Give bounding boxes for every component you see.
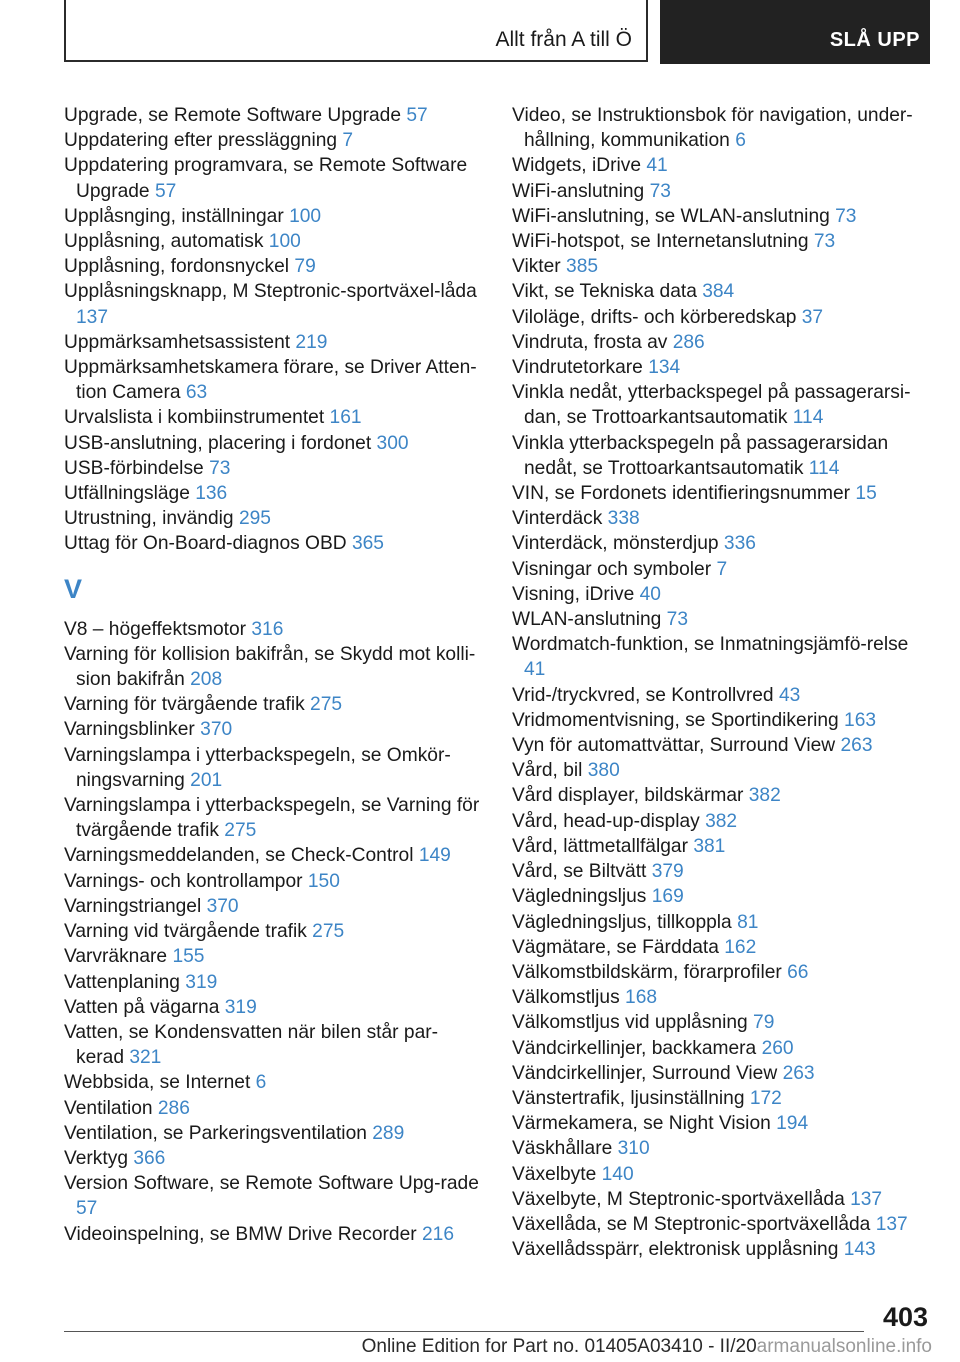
index-entry-page-link[interactable]: 380 (587, 760, 620, 782)
index-list-v (64, 617, 484, 1247)
index-entry-page-link[interactable]: 63 (185, 382, 208, 404)
index-entry-text: Vikter (512, 256, 561, 278)
index-entry-text: Verktyg (64, 1147, 128, 1169)
index-entry-text: Viloläge, drifts- och körberedskap (512, 306, 797, 328)
index-entry (512, 204, 932, 229)
index-entry-page-link[interactable]: 137 (76, 306, 109, 328)
index-entry-page-link[interactable]: 382 (748, 785, 781, 807)
index-entry-text: Växellådsspärr, elektronisk upplåsning (512, 1239, 839, 1261)
index-entry (64, 229, 484, 254)
footer-edition (0, 1336, 960, 1358)
index-entry-page-link[interactable]: 155 (172, 946, 205, 968)
index-entry (64, 1146, 484, 1171)
index-entry (64, 431, 484, 456)
index-entry-text: Uttag för On-Board-diagnos OBD (64, 533, 347, 555)
index-entry-page-link[interactable]: 57 (406, 105, 428, 126)
index-entry-text: V8 – högeffektsmotor (64, 618, 247, 640)
index-entry-page-link[interactable]: 208 (190, 669, 223, 691)
index-entry (64, 869, 484, 894)
index-entry (512, 355, 932, 380)
index-entry-page-link[interactable]: 321 (129, 1047, 162, 1069)
index-entry (512, 607, 932, 632)
index-entry-page-link[interactable]: 263 (840, 735, 873, 757)
index-entry-text: Webbsida, se Internet (64, 1072, 251, 1094)
index-entry-page-link[interactable]: 79 (294, 256, 316, 278)
index-entry-page-link[interactable]: 73 (649, 180, 671, 202)
index-entry-page-link[interactable]: 41 (646, 155, 668, 177)
index-entry-page-link[interactable]: 295 (238, 508, 271, 530)
index-entry-page-link[interactable]: 275 (312, 921, 345, 943)
index-entry-text: Vrid-/tryckvred, se Kontrollvred (512, 684, 774, 706)
index-entry-text: Vinterdäck (512, 508, 603, 530)
index-entry-page-link[interactable]: 286 (672, 331, 705, 353)
index-entry-page-link[interactable]: 275 (310, 694, 343, 716)
index-entry (512, 380, 932, 430)
index-entry-text: Varvräknare (64, 946, 168, 968)
index-entry (512, 254, 932, 279)
index-entry (512, 582, 932, 607)
index-entry-page-link[interactable]: 385 (566, 256, 599, 278)
index-entry-page-link[interactable]: 336 (723, 533, 756, 555)
index-column-left (64, 103, 484, 1247)
index-entry (64, 1171, 484, 1221)
index-entry-page-link[interactable]: 57 (76, 1198, 98, 1220)
index-entry-page-link[interactable]: 201 (190, 769, 223, 791)
index-entry-page-link[interactable]: 260 (761, 1037, 794, 1059)
index-entry-text: Version Software, se Remote Software Upg-rade (64, 1173, 479, 1195)
index-entry-text: Vägmätare, se Färddata (512, 936, 719, 958)
index-entry-text: Uppmärksamhetsassistent (64, 331, 291, 353)
index-entry (64, 717, 484, 742)
index-entry (512, 1111, 932, 1136)
index-entry-page-link[interactable]: 7 (716, 558, 728, 580)
index-entry-text: Vatten, se Kondensvatten när bilen står par-kerad (64, 1021, 439, 1069)
index-entry (64, 355, 484, 405)
index-entry-page-link[interactable]: 7 (342, 130, 354, 152)
index-entry (64, 970, 484, 995)
index-entry (512, 557, 932, 582)
index-entry (64, 1222, 484, 1247)
index-entry-text: Vård, bil (512, 760, 583, 782)
index-entry-page-link[interactable]: 43 (778, 684, 801, 706)
index-entry-text: Vård displayer, bildskärmar (512, 785, 744, 807)
index-entry-text: Upgrade, se Remote Software Upgrade (64, 105, 402, 126)
index-entry (64, 793, 484, 843)
index-entry (64, 944, 484, 969)
section-letter-v: V (64, 573, 83, 604)
index-entry (512, 683, 932, 708)
index-entry (512, 1136, 932, 1161)
footer-watermark: armanualsonline.info (756, 1336, 932, 1357)
index-entry-text: Vindruta, frosta av (512, 331, 668, 353)
index-entry (512, 809, 932, 834)
top-navigation (64, 0, 930, 64)
index-entry-text: Vatten på vägarna (64, 996, 220, 1018)
index-entry-page-link[interactable]: 384 (702, 281, 735, 303)
index-entry-text: Vinkla nedåt, ytterbackspegel på passagerarsi-dan, se Trottoarkantsautomatik (512, 382, 911, 429)
index-entry-text: Vård, head-up-display (512, 810, 700, 832)
index-entry (64, 995, 484, 1020)
index-entry-text: Vattenplaning (64, 971, 180, 993)
index-entry-page-link[interactable]: 310 (617, 1138, 650, 1160)
index-entry-text: Upplåsnging, inställningar (64, 205, 284, 227)
index-entry-text: Vinterdäck, mönsterdjup (512, 533, 719, 555)
index-entry-page-link[interactable]: 40 (639, 583, 661, 605)
index-entry-text: Välkomstljus vid upplåsning (512, 1012, 748, 1034)
index-entry-text: Vindrutetorkare (512, 357, 643, 379)
index-entry-page-link[interactable]: 6 (255, 1072, 267, 1094)
index-entry-text: Värmekamera, se Night Vision (512, 1113, 771, 1135)
index-entry-text: Utrustning, invändig (64, 508, 234, 530)
index-entry-page-link[interactable]: 219 (295, 331, 328, 353)
index-entry (512, 1162, 932, 1187)
index-entry-page-link[interactable]: 140 (601, 1163, 634, 1185)
index-entry (512, 1036, 932, 1061)
index-entry-text: Videoinspelning, se BMW Drive Recorder (64, 1223, 417, 1245)
index-entry-page-link[interactable]: 275 (224, 820, 257, 842)
index-entry-text: Utfällningsläge (64, 483, 190, 505)
index-entry-page-link[interactable]: 134 (648, 357, 681, 379)
index-entry (512, 985, 932, 1010)
index-entry-page-link[interactable]: 169 (651, 886, 684, 908)
index-entry (512, 834, 932, 859)
index-entry (64, 204, 484, 229)
index-entry (512, 1187, 932, 1212)
tab-a-to-o-label: Allt från A till Ö (495, 28, 632, 51)
index-entry-page-link[interactable]: 216 (421, 1223, 454, 1245)
index-entry-text: Varning för tvärgående trafik (64, 694, 305, 716)
index-entry-text: WLAN-anslutning (512, 609, 662, 631)
index-entry (64, 153, 484, 203)
index-entry (512, 758, 932, 783)
index-entry (512, 431, 932, 481)
index-entry (512, 1061, 932, 1086)
index-entry (64, 1070, 484, 1095)
index-entry-text: Växelbyte, M Steptronic-sportväxellåda (512, 1188, 845, 1210)
index-list-v-continued (512, 103, 932, 1262)
index-entry-text: Väskhållare (512, 1138, 613, 1160)
index-entry (64, 843, 484, 868)
index-entry-text: Varningstriangel (64, 895, 202, 917)
index-entry-page-link[interactable]: 379 (651, 861, 684, 883)
index-entry-page-link[interactable]: 136 (195, 483, 228, 505)
index-entry-text: Vändcirkellinjer, backkamera (512, 1037, 757, 1059)
index-entry-page-link[interactable]: 381 (693, 835, 726, 857)
index-entry-page-link[interactable]: 73 (813, 231, 836, 253)
index-entry-page-link[interactable]: 150 (307, 870, 340, 892)
index-entry-page-link[interactable]: 172 (749, 1087, 782, 1109)
index-entry-page-link[interactable]: 66 (787, 961, 809, 983)
footer-edition-text: Online Edition for Part no. 01405A03410 - II/20 (361, 1336, 757, 1357)
index-entry (64, 894, 484, 919)
index-entry (64, 642, 484, 692)
index-column-right (512, 103, 932, 1262)
index-entry-page-link[interactable]: 316 (251, 618, 284, 640)
index-entry-page-link[interactable]: 289 (372, 1122, 405, 1144)
index-entry (512, 279, 932, 304)
index-entry (64, 1020, 484, 1070)
index-entry (64, 254, 484, 279)
index-entry (512, 153, 932, 178)
tab-a-to-o[interactable] (64, 0, 648, 62)
index-entry-page-link[interactable]: 286 (157, 1097, 190, 1119)
index-entry-text: Vård, se Biltvätt (512, 861, 647, 883)
index-entry-text: Varningsblinker (64, 719, 195, 741)
index-entry (512, 330, 932, 355)
index-entry-text: Upplåsningsknapp, M Steptronic-sportväxel-låda (64, 281, 477, 303)
index-entry-text: Varningsmeddelanden, se Check-Control (64, 845, 414, 867)
index-entry-page-link[interactable]: 81 (737, 911, 759, 933)
index-entry-page-link[interactable]: 366 (133, 1147, 166, 1169)
index-entry-page-link[interactable]: 370 (206, 895, 239, 917)
index-entry-text: Vägledningsljus, tillkoppla (512, 911, 732, 933)
index-entry (64, 279, 484, 329)
index-entry-page-link[interactable]: 382 (705, 810, 738, 832)
index-entry (64, 103, 484, 128)
index-entry-text: Visningar och symboler (512, 558, 712, 580)
index-entry (64, 617, 484, 642)
index-entry-page-link[interactable]: 114 (808, 457, 840, 479)
index-entry-text: Urvalslista i kombiinstrumentet (64, 407, 325, 429)
index-entry-text: Video, se Instruktionsbok för navigation, under-hållning, kommunikation (512, 105, 913, 152)
index-entry-page-link[interactable]: 319 (224, 996, 257, 1018)
index-entry-page-link[interactable]: 137 (850, 1188, 883, 1210)
index-entry-page-link[interactable]: 37 (801, 306, 824, 328)
tab-lookup-label: SLÅ UPP (829, 29, 920, 51)
index-entry-page-link[interactable]: 100 (268, 231, 301, 253)
index-entry-text: USB-förbindelse (64, 457, 204, 479)
index-entry-text: Varningslampa i ytterbackspegeln, se Omkör-ningsvarning (64, 744, 451, 791)
index-entry (512, 884, 932, 909)
index-entry (64, 1121, 484, 1146)
index-entry-text: Ventilation, se Parkeringsventilation (64, 1122, 367, 1144)
index-entry (512, 531, 932, 556)
index-entry (512, 708, 932, 733)
index-entry (512, 783, 932, 808)
index-entry-text: Varningslampa i ytterbackspegeln, se Varning för tvärgående trafik (64, 795, 480, 842)
index-entry-page-link[interactable]: 319 (185, 971, 218, 993)
index-entry (64, 405, 484, 430)
index-entry-page-link[interactable]: 163 (844, 709, 877, 731)
index-entry-page-link[interactable]: 73 (835, 205, 857, 227)
index-entry-text: USB-anslutning, placering i fordonet (64, 432, 372, 454)
index-entry-text: WiFi-anslutning, se WLAN-anslutning (512, 205, 830, 227)
index-entry (512, 859, 932, 884)
index-entry-text: Visning, iDrive (512, 583, 635, 605)
index-entry (512, 632, 932, 682)
index-entry-page-link[interactable]: 73 (666, 609, 688, 631)
index-entry-page-link[interactable]: 41 (524, 659, 546, 681)
index-entry-text: Uppmärksamhetskamera förare, se Driver Atten-tion Camera (64, 357, 477, 404)
index-entry-text: Vändcirkellinjer, Surround View (512, 1062, 778, 1084)
index-entry-text: Upplåsning, fordonsnyckel (64, 256, 290, 278)
index-entry (512, 179, 932, 204)
index-entry-page-link[interactable]: 365 (351, 533, 384, 555)
index-entry (512, 1010, 932, 1035)
index-entry (512, 1086, 932, 1111)
index-entry-text: Widgets, iDrive (512, 155, 642, 177)
index-entry-text: Vinkla ytterbackspegeln på passagerarsidan nedåt, se Trottoarkantsautomatik (512, 432, 889, 479)
index-entry (512, 1212, 932, 1237)
index-entry-text: Varning vid tvärgående trafik (64, 921, 307, 943)
index-entry-page-link[interactable]: 114 (792, 407, 824, 429)
index-entry-page-link[interactable]: 168 (625, 987, 658, 1009)
index-entry-text: Välkomstbildskärm, förarprofiler (512, 961, 782, 983)
index-entry-page-link[interactable]: 300 (376, 432, 409, 454)
index-entry-text: WiFi-hotspot, se Internetanslutning (512, 231, 809, 253)
index-entry (512, 935, 932, 960)
index-entry-page-link[interactable]: 162 (724, 936, 757, 958)
index-entry-text: Växelbyte (512, 1163, 597, 1185)
index-entry-text: Wordmatch-funktion, se Inmatningsjämfö-relse (512, 634, 909, 656)
footer-divider (64, 1331, 864, 1332)
index-entry-text: Vridmomentvisning, se Sportindikering (512, 709, 839, 731)
index-entry (64, 692, 484, 717)
index-entry (64, 330, 484, 355)
index-entry-text: WiFi-anslutning (512, 180, 645, 202)
index-entry-page-link[interactable]: 263 (782, 1062, 815, 1084)
index-entry-text: Välkomstljus (512, 987, 620, 1009)
index-entry-text: Varning för kollision bakifrån, se Skydd mot kolli-sion bakifrån (64, 643, 476, 691)
index-entry-text: Växellåda, se M Steptronic-sportväxellåda (512, 1213, 871, 1235)
index-entry-page-link[interactable]: 143 (843, 1239, 876, 1261)
index-entry-text: Vänstertrafik, ljusinställning (512, 1087, 745, 1109)
index-entry (512, 506, 932, 531)
index-entry (512, 103, 932, 153)
index-entry (512, 305, 932, 330)
tab-lookup[interactable] (660, 0, 930, 64)
index-entry (64, 128, 484, 153)
index-entry-page-link[interactable]: 370 (200, 719, 233, 741)
index-entry (512, 910, 932, 935)
index-entry-text: Varnings- och kontrollampor (64, 870, 303, 892)
index-entry (64, 919, 484, 944)
index-entry (64, 456, 484, 481)
index-entry-page-link[interactable]: 73 (209, 457, 231, 479)
index-entry (512, 229, 932, 254)
index-entry-text: Uppdatering efter pressläggning (64, 130, 338, 152)
page-number: 403 (882, 1302, 928, 1332)
index-entry (64, 481, 484, 506)
index-entry (512, 960, 932, 985)
index-entry-text: VIN, se Fordonets identifieringsnummer (512, 483, 851, 505)
index-entry-page-link[interactable]: 15 (855, 483, 877, 505)
index-entry (512, 481, 932, 506)
index-entry-page-link[interactable]: 161 (329, 407, 362, 429)
index-entry-page-link[interactable]: 57 (154, 180, 177, 202)
index-entry-text: Ventilation (64, 1097, 153, 1119)
index-entry-text: Upplåsning, automatisk (64, 231, 264, 253)
index-entry-page-link[interactable]: 100 (289, 205, 322, 227)
index-entry-text: Vägledningsljus (512, 886, 647, 908)
index-entry-text: Uppdatering programvara, se Remote Software Upgrade (64, 155, 468, 202)
index-entry-text: Vyn för automattvättar, Surround View (512, 735, 836, 757)
index-entry (64, 743, 484, 793)
index-entry (64, 531, 484, 556)
index-entry-page-link[interactable]: 79 (753, 1012, 775, 1034)
index-entry-page-link[interactable]: 137 (875, 1213, 908, 1235)
index-entry-text: Vård, lättmetallfälgar (512, 835, 688, 857)
index-entry (64, 1096, 484, 1121)
index-entry (512, 733, 932, 758)
index-entry-page-link[interactable]: 338 (607, 508, 640, 530)
index-entry-page-link[interactable]: 6 (735, 130, 746, 152)
index-list-u (64, 103, 484, 557)
index-entry (64, 506, 484, 531)
index-entry-page-link[interactable]: 194 (776, 1113, 809, 1135)
index-entry (512, 1237, 932, 1262)
index-entry-text: Vikt, se Tekniska data (512, 281, 697, 303)
index-entry-page-link[interactable]: 149 (418, 845, 451, 867)
